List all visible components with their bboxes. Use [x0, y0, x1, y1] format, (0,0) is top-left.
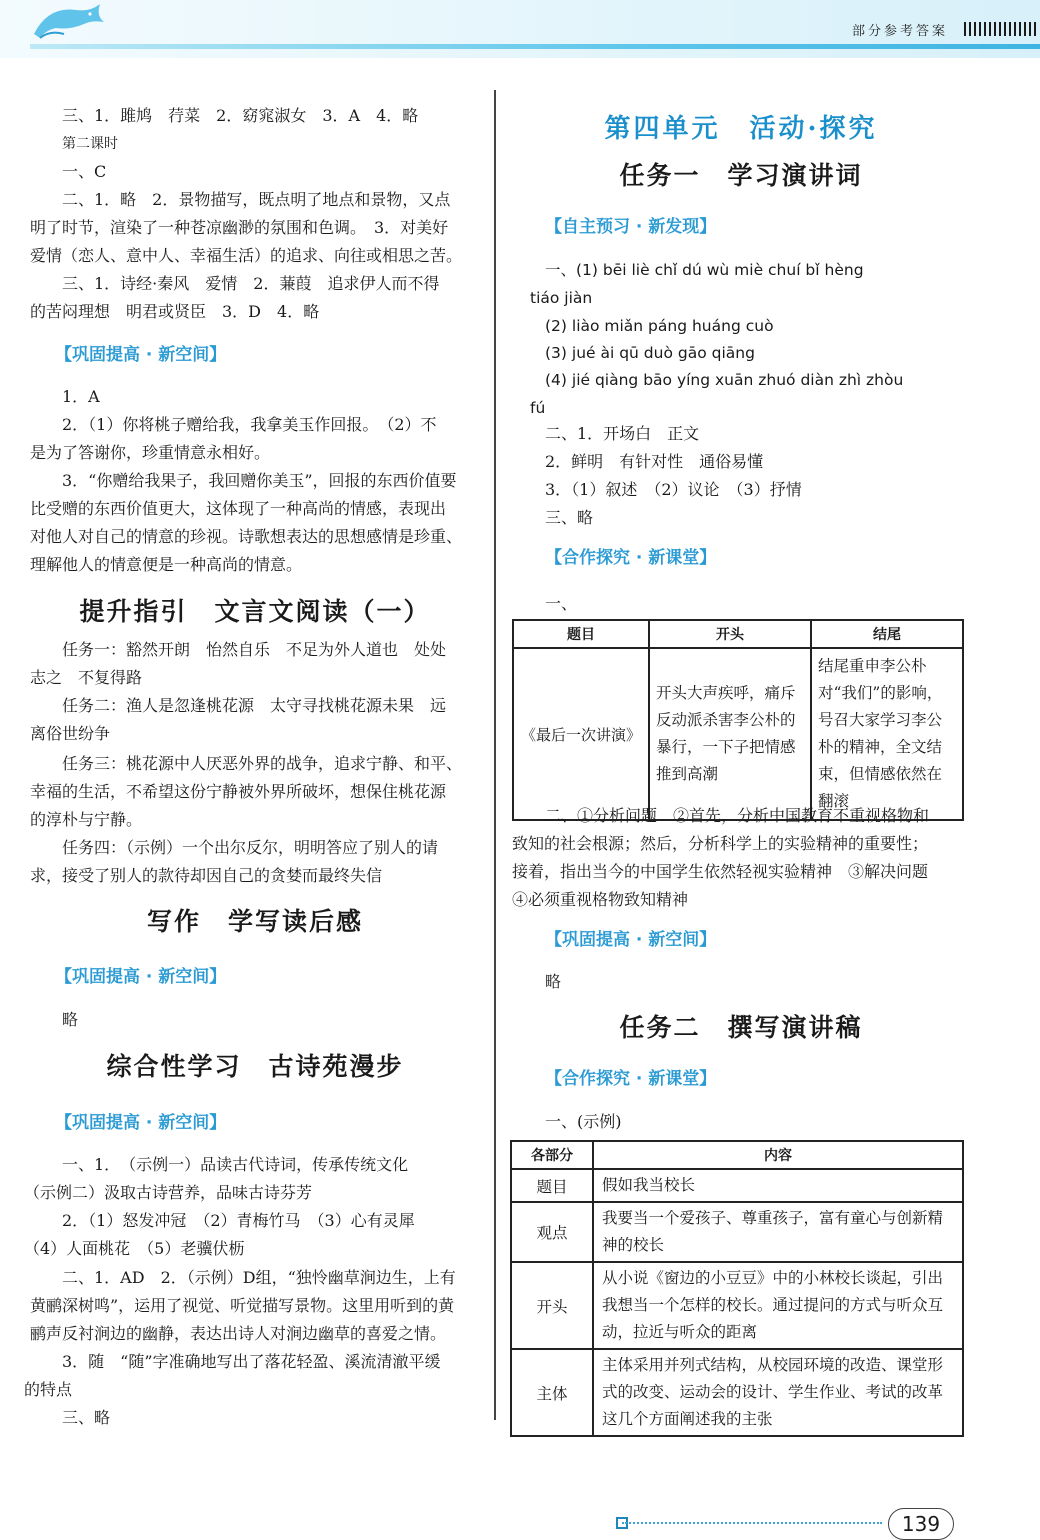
header-title: 部分参考答案	[851, 24, 948, 39]
answer-line: 三、略	[545, 508, 594, 527]
table-header: 结尾	[811, 620, 963, 648]
answer-line: 离俗世纷争	[30, 724, 111, 743]
table-cell: 开头	[511, 1262, 593, 1349]
section-heading: 提升指引 文言文阅读（一）	[79, 597, 431, 626]
answer-line: （4）人面桃花 （5）老骥伏枥	[24, 1239, 245, 1258]
page-number: 139	[888, 1508, 954, 1540]
table-cell: 《最后一次讲演》	[513, 648, 649, 820]
answer-line: 任务二：渔人是忽逢桃花源 太守寻找桃花源未果 远	[62, 696, 447, 715]
table-header: 内容	[593, 1141, 963, 1169]
task-heading: 任务一 学习演讲词	[619, 161, 863, 190]
speech-analysis-table	[512, 619, 964, 821]
answer-line: 是为了答谢你，珍重情意永相好。	[30, 443, 271, 462]
answer-line: 黄鹂深树鸣”，运用了视觉、听觉描写景物。这里用听到的黄	[30, 1296, 455, 1315]
answer-line: 二、1．AD 2．（示例）D组，“独怜幽草涧边生，上有	[62, 1268, 456, 1287]
answer-line: 的特点	[24, 1380, 73, 1399]
answer-line: 1．A	[62, 387, 100, 406]
section-label: 【合作探究 · 新课堂】	[545, 548, 717, 568]
column-divider	[494, 90, 496, 1420]
header-rule	[30, 44, 1040, 49]
answer-line: 2．（1）你将桃子赠给我，我拿美玉作回报。 （2）不	[62, 415, 437, 434]
answer-line: 的苦闷理想 明君或贤臣 3．D 4．略	[30, 302, 320, 321]
answer-line: 3．随 “随”字准确地写出了落花轻盈、溪流清澈平缓	[62, 1352, 441, 1371]
answer-line: 略	[62, 1010, 79, 1029]
answer-line: 一、C	[62, 162, 107, 181]
table-cell: 假如我当校长	[593, 1169, 963, 1202]
answer-line: 略	[545, 972, 562, 991]
task-heading: 任务二 撰写演讲稿	[619, 1013, 863, 1042]
section-label: 【巩固提高 · 新空间】	[55, 967, 227, 987]
answer-line: 比受赠的东西价值更大，这体现了一种高尚的情感，表现出	[30, 499, 447, 518]
pinyin-line: fú	[530, 399, 546, 417]
table-header: 各部分	[511, 1141, 593, 1169]
table-cell: 我要当一个爱孩子、尊重孩子，富有童心与创新精神的校长	[593, 1202, 963, 1262]
table-cell: 观点	[511, 1202, 593, 1262]
answer-line: 任务一：豁然开朗 怡然自乐 不足为外人道也 处处	[62, 640, 447, 659]
answer-line: 志之 不复得路	[30, 668, 143, 687]
table-cell: 主体	[511, 1349, 593, 1436]
dolphin-logo-icon	[30, 0, 120, 45]
footer-dotted-rule	[622, 1522, 882, 1524]
answer-line: 致知的社会根源；然后，分析科学上的实验精神的重要性；	[512, 834, 929, 853]
table-cell: 开头大声疾呼，痛斥反动派杀害李公朴的暴行，一下子把情感推到高潮	[649, 648, 811, 820]
answer-line: 二、1．开场白 正文	[545, 424, 700, 443]
section-label: 【合作探究 · 新课堂】	[545, 1069, 717, 1089]
answer-line: 接着，指出当今的中国学生依然轻视实验精神 ③解决问题	[512, 862, 929, 881]
pinyin-line: tiáo jiàn	[530, 289, 593, 307]
answer-line: 对他人对自己的情意的珍视。诗歌想表达的思想感情是珍重、	[30, 527, 463, 546]
lesson-label: 第二课时	[62, 136, 118, 152]
section-label: 【巩固提高 · 新空间】	[55, 1113, 227, 1133]
answer-line: 二、①分析问题 ②首先，分析中国教育不重视格物和	[545, 806, 930, 825]
answer-line: （示例二）汲取古诗营养，品味古诗芬芳	[24, 1183, 313, 1202]
answer-line: 3．“你赠给我果子，我回赠你美玉”，回报的东西价值要	[62, 471, 457, 490]
answer-line: 求，接受了别人的款待却因自己的贪婪而最终失信	[30, 866, 383, 885]
table-cell: 结尾重申李公朴对“我们”的影响，号召大家学习李公朴的精神，全文结束，但情感依然在翻滚	[811, 648, 963, 820]
section-heading: 写作 学写读后感	[146, 907, 363, 936]
answer-line: ④必须重视格物致知精神	[512, 890, 689, 909]
table-cell: 题目	[511, 1169, 593, 1202]
answer-line: 任务三：桃花源中人厌恶外界的战争，追求宁静、和平、	[62, 754, 463, 773]
answer-line: 二、1．略 2．景物描写，既点明了地点和景物，又点	[62, 190, 451, 209]
answer-line: 幸福的生活，不希望这份宁静被外界所破坏，想保住桃花源	[30, 782, 447, 801]
pinyin-line: 一、(1) bēi liè chǐ dú wù miè chuí bǐ hèng	[545, 261, 864, 279]
unit-title: 第四单元 活动·探究	[604, 114, 878, 144]
answer-line: 三、1．诗经·秦风 爱情 2．蒹葭 追求伊人而不得	[62, 274, 440, 293]
answer-line: 鹂声反衬涧边的幽静，表达出诗人对涧边幽草的喜爱之情。	[30, 1324, 447, 1343]
section-label: 【自主预习 · 新发现】	[545, 217, 717, 237]
answer-line: 三、1．雎鸠 荇菜 2．窈窕淑女 3．A 4．略	[62, 106, 419, 125]
answer-line: 3．（1）叙述 （2）议论 （3）抒情	[545, 480, 802, 499]
answer-line: 2．鲜明 有针对性 通俗易懂	[545, 452, 764, 471]
pinyin-line: (4) jié qiàng bāo yíng xuān zhuó diàn zhì zhòu	[545, 371, 904, 389]
section-label: 【巩固提高 · 新空间】	[545, 930, 717, 950]
answer-line: 的淳朴与宁静。	[30, 810, 143, 829]
table-header: 题目	[513, 620, 649, 648]
answer-line: 明了时节，渲染了一种苍凉幽渺的氛围和色调。 3．对美好	[30, 218, 449, 237]
answer-line: 爱情（恋人、意中人、幸福生活）的追求、向往或相思之苦。	[30, 246, 463, 265]
speech-outline-table	[510, 1140, 964, 1437]
pinyin-line: (3) jué ài qū duò gāo qiāng	[545, 344, 755, 362]
pinyin-line: (2) liào miǎn páng huáng cuò	[545, 317, 774, 335]
answer-line: 一、(示例)	[545, 1112, 622, 1131]
barcode-decoration	[964, 22, 1036, 36]
answer-line: 一、	[545, 594, 578, 613]
table-cell: 主体采用并列式结构，从校园环境的改造、课堂形式的改变、运动会的设计、学生作业、考试的改革这几个方面阐述我的主张	[593, 1349, 963, 1436]
answer-line: 理解他人的情意便是一种高尚的情意。	[30, 555, 303, 574]
answer-line: 三、略	[62, 1408, 111, 1427]
section-label: 【巩固提高 · 新空间】	[55, 345, 227, 365]
answer-line: 任务四：（示例）一个出尔反尔，明明答应了别人的请	[62, 838, 439, 857]
answer-line: 一、1． （示例一）品读古代诗词，传承传统文化	[62, 1155, 409, 1174]
table-cell: 从小说《窗边的小豆豆》中的小林校长谈起，引出我想当一个怎样的校长。通过提问的方式与听众互动，拉近与听众的距离	[593, 1262, 963, 1349]
table-header: 开头	[649, 620, 811, 648]
section-heading: 综合性学习 古诗苑漫步	[106, 1052, 404, 1081]
answer-line: 2．（1）怒发冲冠 （2）青梅竹马 （3）心有灵犀	[62, 1211, 415, 1230]
